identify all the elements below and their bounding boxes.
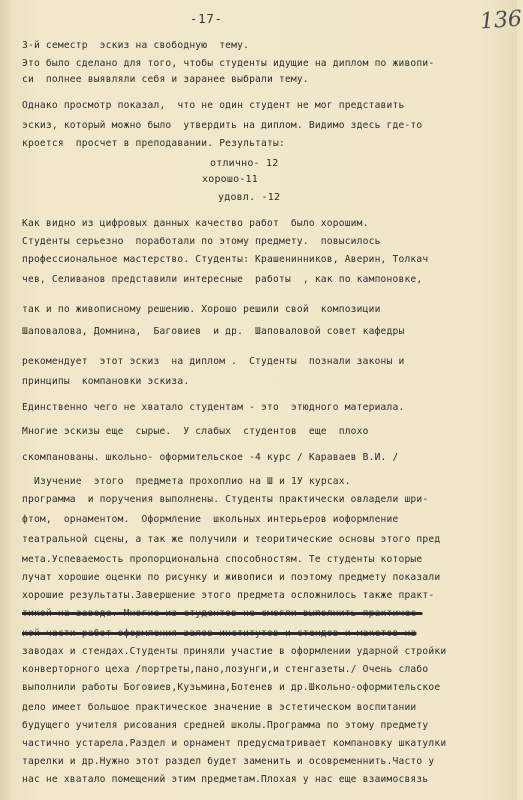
text-line: фтом, орнаментом. Оформление школьных интерьеров иоформление [22,514,399,525]
text-line: скомпанованы. школьно- оформительское -4 курс / Каравaев В.И. / [22,452,399,463]
text-line: выполнили работы Боговиев,Кузьмина,Ботенев и др.Школьно-оформительское [22,682,441,693]
text-line: нас не хватало помещений этим предметам.Плохая у нас еще взаимосвязь [22,774,429,785]
text-line: эскиз, который можно было утвердить на диплом. Видимо здесь где-то [22,120,423,131]
text-line: чев, Селиванов представили интересные работы , как по кампоновке, [22,274,423,285]
text-line: заводах и стендах.Студенты приняли участие в оформлении ударной стройки [22,646,447,657]
struck-text-line: тикой на заводе. Многие из студентов не смогли выполнить практичес- [22,608,423,619]
text-line: Изучение этого предмета прохоплио на Ш и 1У курсах. [34,476,351,487]
text-line: лучат хорошие оценки по рисунку и живописи и поэтому предмету показали [22,572,441,583]
text-line: тарелки и др.Нужно этот раздел будет заменить и осовременнить.Часто у [22,756,435,767]
text-line: мета.Успеваемость пропорциональна способностям. Те студенты которые [22,554,423,565]
result-excellent: отлично- 12 [210,158,279,169]
text-line: принципы компановки эскиза. [22,376,190,387]
page-number: -17- [190,12,223,26]
text-line: Это было сделано для того, чтобы студенты идущие на диплом по живопи- [22,58,435,69]
text-line: си полнее выявляли себя и заранее выбрали тему. [22,74,309,85]
text-line: Студенты серьезно поработали по этому предмету. повысилось [22,236,381,247]
text-line: хорошие результаты.Завершение этого предмета осложнилось также практ- [22,590,435,601]
text-line: конверторного цеха /портреты,пано,лозунги,и стенгазеты./ Очень слабо [22,664,429,675]
text-line: Шаповалова, Домнина, Баговиев и др. Шаповаловой совет кафедры [22,326,405,337]
text-line: будущего учителя рисования средней школы.Программа по этому предмету [22,720,429,731]
text-line: 3-й семестр эскиз на свободную тему. [22,40,250,51]
text-line: Как видно из цифровых данных качество работ было хорошим. [22,218,369,229]
result-satisfactory: удовл. -12 [218,192,281,203]
struck-text-line: кой части работ оформления залов институтов и стендов и макетов на [22,628,417,639]
text-line: дело имеет большое практическое значение в эстетическом воспитании [22,702,417,713]
text-line: Однако просмотр показал, что не один студент не мог представить [22,100,405,111]
text-line: частично устарела.Раздел и орнамент предусматривает компановку шкатулки [22,738,447,749]
text-line: кроется просчет в преподавании. Результаты: [22,138,285,149]
text-line: театральной сцены, а так же получили и теоритические основы этого пред [22,534,441,545]
text-line: рекомендует этот эскиз на диплом . Студенты познали законы и [22,356,405,367]
archive-number-handwritten: 136 [479,6,523,35]
text-line: программа и поручения выполнены. Студенты практически овладели шри- [22,494,429,505]
text-line: Многие эскизы еще сырые. У слабых студентов еще плохо [22,426,369,437]
text-line: профессиональное мастерство. Студенты: Крашенинников, Аверин, Толкач [22,254,429,265]
result-good: хорошо-11 [202,174,258,185]
text-line: Единственно чего не хватало студентам - это этюдного материала. [22,402,405,413]
text-line: так и по живописному решению. Хорошо решили свой композиции [22,304,381,315]
